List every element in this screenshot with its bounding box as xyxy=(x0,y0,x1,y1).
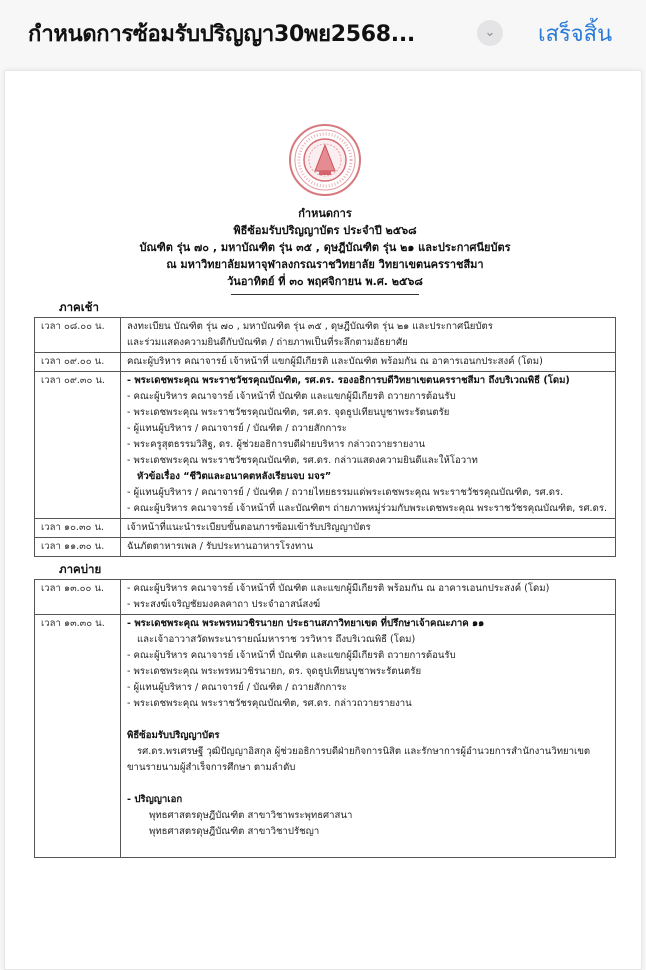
schedule-description xyxy=(121,318,616,353)
schedule-line: ลงทะเบียน บัณฑิต รุ่น ๗๐ , มหาบัณฑิต รุ่น ๓๕ , ดุษฎีบัณฑิต รุ่น ๒๑ และประกาศนียบัตร xyxy=(127,321,493,332)
morning-schedule-table xyxy=(34,317,616,557)
section-label-afternoon: ภาคบ่าย xyxy=(59,562,102,576)
schedule-line: - พระเดชพระคุณ พระราชวัชรคุณบัณฑิต, รศ.ดร. กล่าวถวายรายงาน xyxy=(127,698,412,709)
schedule-line: - ผู้แทนผู้บริหาร / คณาจารย์ / บัณฑิต / ถวายไทยธรรมแด่พระเดชพระคุณ พระราชวัชรคุณบัณฑิต, รศ.ดร. xyxy=(127,487,564,498)
schedule-line: - คณะผู้บริหาร คณาจารย์ เจ้าหน้าที่ และบัณฑิตฯ ถ่ายภาพหมู่ร่วมกับพระเดชพระคุณ พระราชวัชรคุณบัณฑิต, รศ.ดร. xyxy=(127,503,608,514)
schedule-line: ฉันภัตตาหารเพล / รับประทานอาหารโรงทาน xyxy=(127,541,314,552)
schedule-line: ขานรายนามผู้สำเร็จการศึกษา ตามลำดับ xyxy=(127,762,296,773)
document-content xyxy=(34,123,616,858)
schedule-line: และเจ้าอาวาสวัดพระนารายณ์มหาราช วรวิหาร ถึงบริเวณพิธี (โดม) xyxy=(137,634,416,645)
schedule-row xyxy=(35,538,616,557)
schedule-line: - พระเดชพระคุณ พระพรหมวชิรนายก, ดร. จุดธูปเทียนบูชาพระรัตนตรัย xyxy=(127,666,422,677)
schedule-description xyxy=(121,372,616,519)
schedule-line: - ผู้แทนผู้บริหาร / คณาจารย์ / บัณฑิต / ถวายสักการะ xyxy=(127,423,347,434)
document-title: กำหนดการซ้อมรับปริญญา30พย2568... xyxy=(28,22,415,47)
schedule-line: - ผู้แทนผู้บริหาร / คณาจารย์ / บัณฑิต / ถวายสักการะ xyxy=(127,682,347,693)
schedule-line: - พระสงฆ์เจริญชัยมงคลคาถา ประจำอาสน์สงฆ์ xyxy=(127,599,321,610)
schedule-line: - คณะผู้บริหาร คณาจารย์ เจ้าหน้าที่ บัณฑิต และแขกผู้มีเกียรติ ถวายการต้อนรับ xyxy=(127,650,456,661)
chevron-down-icon[interactable]: ⌄ xyxy=(477,20,503,46)
spacer xyxy=(127,776,609,792)
spacer xyxy=(127,840,609,856)
schedule-row xyxy=(35,372,616,519)
schedule-line: - คณะผู้บริหาร คณาจารย์ เจ้าหน้าที่ บัณฑิต และแขกผู้มีเกียรติ พร้อมกัน ณ อาคารเอนกประสงค์ (โดม) xyxy=(127,583,550,594)
done-button[interactable]: เสร็จสิ้น xyxy=(538,22,613,47)
schedule-row xyxy=(35,318,616,353)
schedule-line: พิธีซ้อมรับปริญญาบัตร xyxy=(127,730,220,741)
schedule-line: พุทธศาสตรดุษฎีบัณฑิต สาขาวิชาพระพุทธศาสนา xyxy=(149,810,353,821)
schedule-line: - พระเดชพระคุณ พระราชวัชรคุณบัณฑิต, รศ.ดร. กล่าวแสดงความยินดีและให้โอวาท xyxy=(127,455,478,466)
schedule-line: - ปริญญาเอก xyxy=(127,794,183,805)
schedule-row xyxy=(35,353,616,372)
university-seal-icon xyxy=(288,123,362,197)
schedule-description xyxy=(121,615,616,858)
afternoon-schedule-table xyxy=(34,579,616,858)
schedule-line: - พระครูสุตธรรมวิสิฐ, ดร. ผู้ช่วยอธิการบดีฝ่ายบริหาร กล่าวถวายรายงาน xyxy=(127,439,426,450)
schedule-line: พุทธศาสตรดุษฎีบัณฑิต สาขาวิชาปรัชญา xyxy=(149,826,320,837)
schedule-line: หัวข้อเรื่อง “ชีวิตและอนาคตหลังเรียนจบ มจร” xyxy=(137,471,332,482)
schedule-line: - พระเดชพระคุณ พระราชวัชรคุณบัณฑิต, รศ.ดร. รองอธิการบดีวิทยาเขตนครราชสีมา ถึงบริเวณพิธี (โดม) xyxy=(127,375,570,386)
heading-line: กำหนดการ xyxy=(298,207,352,220)
schedule-line: - พระเดชพระคุณ พระราชวัชรคุณบัณฑิต, รศ.ดร. จุดธูปเทียนบูชาพระรัตนตรัย xyxy=(127,407,450,418)
schedule-line: - คณะผู้บริหาร คณาจารย์ เจ้าหน้าที่ บัณฑิต และแขกผู้มีเกียรติ ถวายการต้อนรับ xyxy=(127,391,456,402)
document-page xyxy=(4,70,642,970)
schedule-description xyxy=(121,538,616,557)
schedule-time: เวลา ๑๐.๓๐ น. xyxy=(35,519,121,538)
schedule-description xyxy=(121,580,616,615)
schedule-line: และร่วมแสดงความยินดีกับบัณฑิต / ถ่ายภาพเป็นที่ระลึกตามอัธยาศัย xyxy=(127,337,408,348)
heading-line: พิธีซ้อมรับปริญญาบัตร ประจำปี ๒๕๖๘ xyxy=(233,224,417,237)
schedule-time: เวลา ๑๓.๓๐ น. xyxy=(35,615,121,858)
viewer-header xyxy=(0,0,646,66)
schedule-line: - พระเดชพระคุณ พระพรหมวชิรนายก ประธานสภาวิทยาเขต ที่ปรึกษาเจ้าคณะภาค ๑๑ xyxy=(127,618,485,629)
schedule-row xyxy=(35,580,616,615)
schedule-time: เวลา ๑๑.๓๐ น. xyxy=(35,538,121,557)
schedule-description xyxy=(121,519,616,538)
heading-line: ณ มหาวิทยาลัยมหาจุฬาลงกรณราชวิทยาลัย วิทยาเขตนครราชสีมา xyxy=(166,258,484,271)
schedule-row xyxy=(35,519,616,538)
spacer xyxy=(127,712,609,728)
schedule-description xyxy=(121,353,616,372)
section-label-morning: ภาคเช้า xyxy=(59,300,99,314)
document-heading xyxy=(34,205,616,290)
schedule-line: เจ้าหน้าที่แนะนำระเบียบขั้นตอนการซ้อมเข้ารับปริญญาบัตร xyxy=(127,522,371,533)
schedule-row xyxy=(35,615,616,858)
schedule-line: คณะผู้บริหาร คณาจารย์ เจ้าหน้าที่ แขกผู้มีเกียรติ และบัณฑิต พร้อมกัน ณ อาคารเอนกประสงค์ (โดม) xyxy=(127,356,543,367)
heading-line: บัณฑิต รุ่น ๗๐ , มหาบัณฑิต รุ่น ๓๕ , ดุษฎีบัณฑิต รุ่น ๒๑ และประกาศนียบัตร xyxy=(139,241,511,254)
heading-underline xyxy=(231,294,419,295)
schedule-time: เวลา ๐๘.๐๐ น. xyxy=(35,318,121,353)
schedule-time: เวลา ๐๙.๓๐ น. xyxy=(35,372,121,519)
schedule-time: เวลา ๑๓.๐๐ น. xyxy=(35,580,121,615)
schedule-time: เวลา ๐๙.๐๐ น. xyxy=(35,353,121,372)
heading-line: วันอาทิตย์ ที่ ๓๐ พฤศจิกายน พ.ศ. ๒๕๖๘ xyxy=(227,275,423,288)
schedule-line: รศ.ดร.พรเศรษฐี วุฒิปัญญาอิสกุล ผู้ช่วยอธิการบดีฝ่ายกิจการนิสิต และรักษาการผู้อำนวยการสำนักงานวิทยาเขต xyxy=(137,746,591,757)
